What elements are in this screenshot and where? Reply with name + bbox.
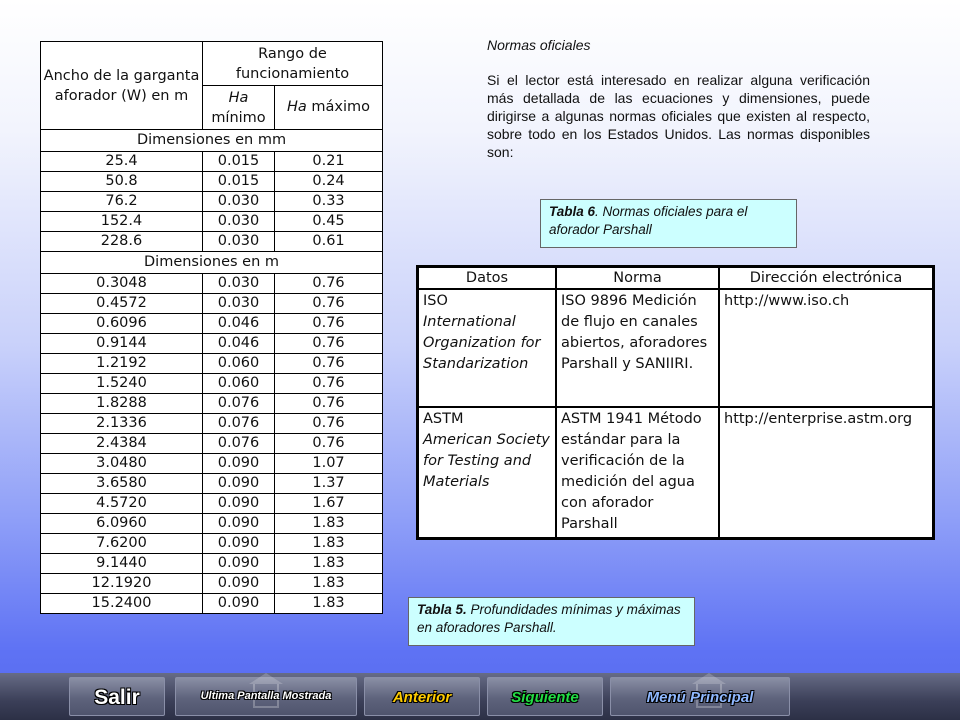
- caption-6-bold: Tabla 6: [549, 204, 596, 219]
- table-5-header-row: [41, 42, 383, 86]
- table-row: [41, 454, 383, 474]
- cell-ha-max: 0.33: [275, 192, 383, 212]
- table-row: [41, 434, 383, 454]
- cell-ancho: 3.6580: [41, 474, 203, 494]
- cell-ha-min: 0.090: [203, 454, 275, 474]
- cell-ancho: 12.1920: [41, 574, 203, 594]
- cell-ha-max: 0.76: [275, 434, 383, 454]
- cell-ha-max: 0.45: [275, 212, 383, 232]
- cell-ha-max: 0.76: [275, 354, 383, 374]
- cell-ha-max: 1.67: [275, 494, 383, 514]
- table-row: [41, 212, 383, 232]
- cell-ha-min: 0.030: [203, 212, 275, 232]
- table-row: [41, 192, 383, 212]
- navigation-bar: [0, 673, 960, 720]
- astm-url-link[interactable]: http://enterprise.astm.org: [724, 411, 913, 427]
- caption-tabla-5: [408, 597, 695, 646]
- ha-min-italic: Ha: [228, 89, 249, 106]
- header-norma: Norma: [556, 267, 719, 289]
- cell-ha-max: 0.21: [275, 152, 383, 172]
- cell-ha-min: 0.090: [203, 574, 275, 594]
- cell-astm-datos: [418, 407, 556, 538]
- caption-tabla-6: [540, 199, 797, 248]
- cell-ancho: 9.1440: [41, 554, 203, 574]
- cell-ancho: 0.4572: [41, 294, 203, 314]
- menu-principal-button[interactable]: [610, 677, 790, 716]
- header-rango-funcionamiento: [203, 42, 383, 86]
- cell-ha-max: 0.76: [275, 314, 383, 334]
- cell-ha-min: 0.090: [203, 514, 275, 534]
- cell-ha-min: 0.030: [203, 274, 275, 294]
- cell-ha-min: 0.015: [203, 172, 275, 192]
- ha-max-italic: Ha: [286, 99, 307, 115]
- cell-ha-min: 0.090: [203, 554, 275, 574]
- cell-ancho: 2.4384: [41, 434, 203, 454]
- normas-oficiales-text: [487, 36, 870, 161]
- cell-ancho: 7.6200: [41, 534, 203, 554]
- table-row: [41, 574, 383, 594]
- menu-label: Menú Principal: [646, 689, 754, 706]
- cell-ancho: 6.0960: [41, 514, 203, 534]
- cell-ha-max: 0.76: [275, 274, 383, 294]
- cell-ha-max: 0.76: [275, 374, 383, 394]
- cell-ha-min: 0.090: [203, 474, 275, 494]
- cell-ancho: 25.4: [41, 152, 203, 172]
- cell-ha-max: 0.76: [275, 294, 383, 314]
- section-row-m: [41, 252, 383, 274]
- table-row: [41, 294, 383, 314]
- cell-ha-min: 0.060: [203, 354, 275, 374]
- cell-ancho: 76.2: [41, 192, 203, 212]
- org-code: ASTM: [423, 411, 464, 427]
- cell-ha-max: 0.61: [275, 232, 383, 252]
- header-ha-minimo: [203, 86, 275, 130]
- table-row: [41, 394, 383, 414]
- salir-button[interactable]: [69, 677, 165, 716]
- org-name: American Society for Testing and Materials: [423, 432, 550, 490]
- org-name: International Organization for Standarization: [423, 314, 541, 372]
- cell-ha-max: 1.83: [275, 514, 383, 534]
- table-row: [41, 474, 383, 494]
- cell-ha-max: 0.76: [275, 414, 383, 434]
- header-rango-label: Rango de funcionamiento: [235, 45, 350, 82]
- cell-astm-norma: ASTM 1941 Método estándar para la verificación de la medición del agua con aforador Parshall: [556, 407, 719, 538]
- table-5-profundidades: [40, 41, 383, 614]
- cell-astm-url: [719, 407, 933, 538]
- cell-ha-min: 0.060: [203, 374, 275, 394]
- cell-ancho: 4.5720: [41, 494, 203, 514]
- cell-iso-datos: [418, 289, 556, 407]
- cell-ha-min: 0.076: [203, 394, 275, 414]
- table-row: [41, 414, 383, 434]
- ultima-label: Ultima Pantalla Mostrada: [200, 690, 332, 702]
- cell-ancho: 2.1336: [41, 414, 203, 434]
- cell-ha-max: 0.76: [275, 394, 383, 414]
- cell-ancho: 1.2192: [41, 354, 203, 374]
- table-row: [41, 354, 383, 374]
- cell-ancho: 1.5240: [41, 374, 203, 394]
- cell-ha-min: 0.030: [203, 232, 275, 252]
- header-ancho-garganta-label: Ancho de la garganta aforador (W) en m: [43, 67, 200, 104]
- table-row: [41, 554, 383, 574]
- siguiente-button[interactable]: [487, 677, 603, 716]
- caption-5-bold: Tabla 5.: [417, 602, 467, 617]
- header-ha-maximo: [275, 86, 383, 130]
- table-row: [41, 232, 383, 252]
- cell-ancho: 0.3048: [41, 274, 203, 294]
- cell-ancho: 15.2400: [41, 594, 203, 614]
- cell-ha-max: 1.83: [275, 574, 383, 594]
- table-6-row-iso: [418, 289, 933, 407]
- cell-ha-max: 1.83: [275, 534, 383, 554]
- cell-ancho: 228.6: [41, 232, 203, 252]
- cell-ha-min: 0.015: [203, 152, 275, 172]
- cell-ha-min: 0.030: [203, 294, 275, 314]
- salir-label: Salir: [94, 686, 140, 709]
- cell-ha-max: 1.07: [275, 454, 383, 474]
- cell-ha-min: 0.090: [203, 494, 275, 514]
- cell-ancho: 50.8: [41, 172, 203, 192]
- caption-5-text: Profundidades mínimas y máximas en aforadores Parshall.: [417, 602, 681, 635]
- table-5-body: [41, 42, 383, 614]
- cell-ha-min: 0.030: [203, 192, 275, 212]
- table-row: [41, 334, 383, 354]
- normas-title: Normas oficiales: [487, 37, 591, 53]
- cell-ha-max: 1.83: [275, 594, 383, 614]
- header-datos: Datos: [418, 267, 556, 289]
- section-dimensiones-m: Dimensiones en m: [41, 252, 383, 274]
- cell-ha-min: 0.046: [203, 314, 275, 334]
- header-direccion: Dirección electrónica: [719, 267, 933, 289]
- cell-ancho: 0.6096: [41, 314, 203, 334]
- ultima-pantalla-button[interactable]: [175, 677, 357, 716]
- cell-ha-max: 1.83: [275, 554, 383, 574]
- cell-ha-min: 0.090: [203, 534, 275, 554]
- table-row: [41, 152, 383, 172]
- cell-ancho: 1.8288: [41, 394, 203, 414]
- table-row: [41, 514, 383, 534]
- table-row: [41, 494, 383, 514]
- section-dimensiones-mm: Dimensiones en mm: [41, 130, 383, 152]
- anterior-label: Anterior: [392, 689, 452, 706]
- cell-ancho: 0.9144: [41, 334, 203, 354]
- cell-ha-max: 0.24: [275, 172, 383, 192]
- table-row: [41, 534, 383, 554]
- table-row: [41, 374, 383, 394]
- cell-ancho: 3.0480: [41, 454, 203, 474]
- caption-6-text: . Normas oficiales para el aforador Parshall: [549, 204, 748, 237]
- iso-url-link[interactable]: http://www.iso.ch: [724, 293, 850, 309]
- cell-ha-min: 0.090: [203, 594, 275, 614]
- cell-ancho: 152.4: [41, 212, 203, 232]
- cell-iso-url: [719, 289, 933, 407]
- header-ancho-garganta: [41, 42, 203, 130]
- table-row: [41, 172, 383, 192]
- section-row-mm: [41, 130, 383, 152]
- cell-ha-max: 1.37: [275, 474, 383, 494]
- table-6-row-astm: [418, 407, 933, 538]
- cell-ha-min: 0.046: [203, 334, 275, 354]
- cell-iso-norma: ISO 9896 Medición de flujo en canales abiertos, aforadores Parshall y SANIIRI.: [556, 289, 719, 407]
- ha-min-label: mínimo: [211, 109, 266, 126]
- org-code: ISO: [423, 293, 448, 309]
- siguiente-label: Siguiente: [511, 689, 579, 706]
- table-row: [41, 314, 383, 334]
- cell-ha-min: 0.076: [203, 434, 275, 454]
- table-6-header-row: [418, 267, 933, 289]
- table-row: [41, 274, 383, 294]
- cell-ha-max: 0.76: [275, 334, 383, 354]
- ha-max-label: máximo: [311, 99, 371, 115]
- normas-body: Si el lector está interesado en realizar alguna verificación más detallada de las ecuaciones y dimensiones, puede dirigirse a algunas normas oficiales que existen al respecto, sobre todo en los Estados Unidos. Las normas disponibles son:: [487, 72, 870, 160]
- table-row: [41, 594, 383, 614]
- anterior-button[interactable]: [364, 677, 480, 716]
- table-6-normas: [416, 265, 935, 540]
- cell-ha-min: 0.076: [203, 414, 275, 434]
